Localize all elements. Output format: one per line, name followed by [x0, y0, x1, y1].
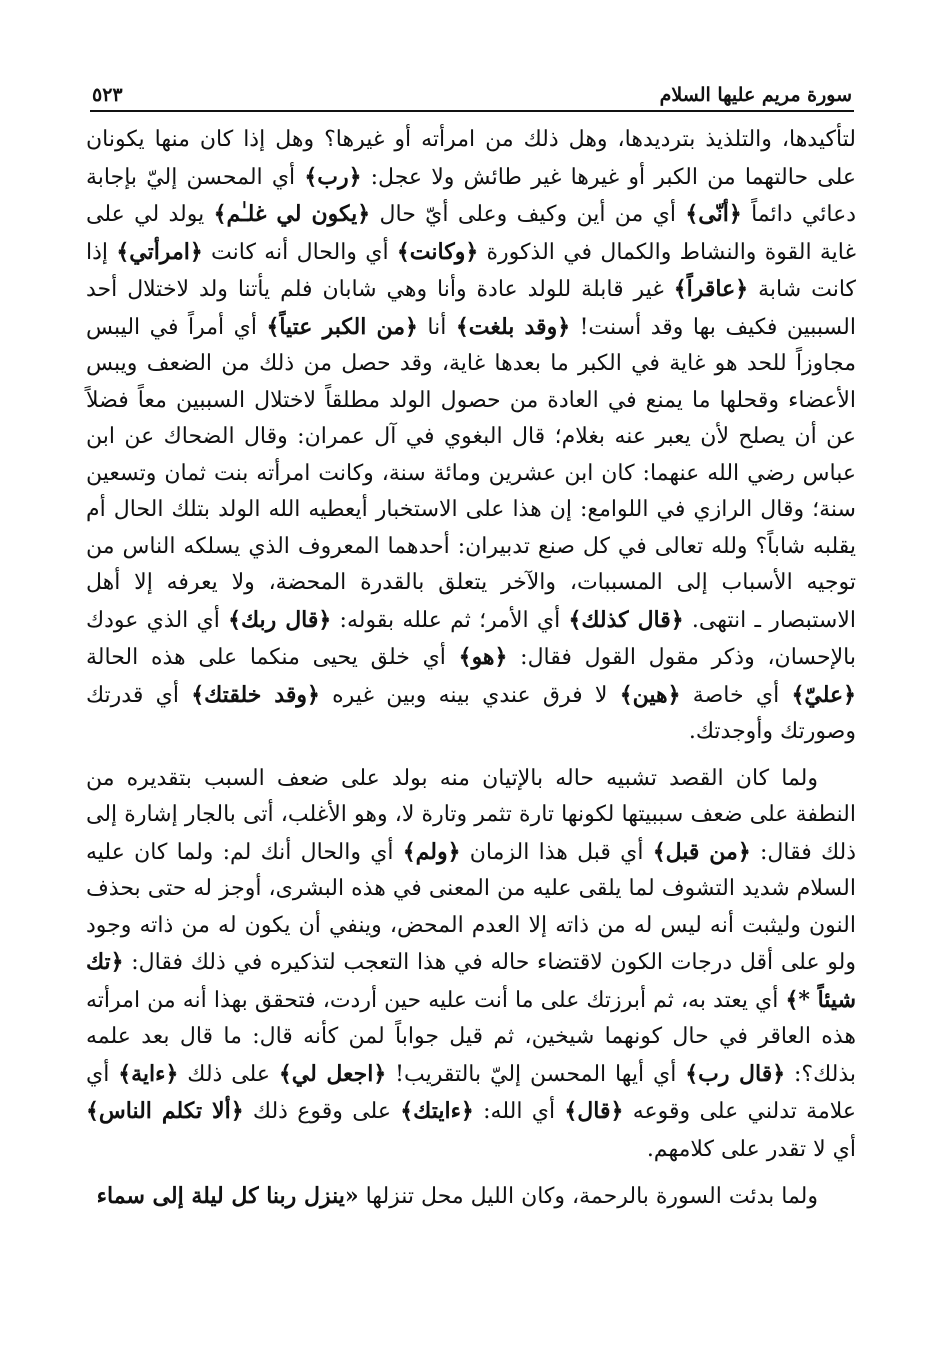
quran-quote: ﴿من الكبر عتياً﴾	[266, 313, 418, 340]
quran-quote: ﴿من قبل﴾	[652, 838, 751, 865]
quran-quote: ﴿قال ربك﴾	[228, 606, 332, 633]
text-segment: ولما بدئت السورة بالرحمة، وكان الليل محل تنزلها	[358, 1184, 818, 1209]
quran-quote: ﴿وقد بلغت﴾	[455, 313, 571, 340]
text-segment: لا فرق عندي بينه وبين غيره	[319, 682, 620, 708]
text-segment: أي الأمر؛ ثم علله بقوله:	[331, 607, 569, 633]
quran-quote: ﴿أنّى﴾	[685, 201, 742, 227]
quran-quote: ﴿هو﴾	[458, 644, 508, 670]
header-divider	[90, 110, 854, 112]
quran-quote: ﴿اجعل لي﴾	[278, 1060, 387, 1087]
quran-quote: ﴿عليّ﴾	[791, 681, 857, 708]
quran-quote: ﴿قال كذلك﴾	[568, 606, 684, 633]
text-segment: أي خاصة	[680, 682, 792, 708]
text-segment: أي أيها المحسن إليّ بالتقريب!	[386, 1061, 686, 1087]
text-segment: أي والحال أنك لم: ولما كان عليه السلام شديد التشوف لما يلقى عليه من المعنى في هذه البشرى، أوجز له حتى بحذف النون وليثبت أنه ليس له من ذاته إلا العدم المحض، وينفي أن يكون له من ذاته وجود ولو على أقل درجات الكون لاقتضاء حاله في هذا التعجب لتذكيره في ذلك فقال:	[86, 839, 856, 975]
quran-quote: ﴿قال رب﴾	[685, 1060, 786, 1087]
text-segment: أي المحسن إليّ بإجابة دعائي دائماً	[86, 164, 856, 227]
text-segment: على ذلك	[178, 1061, 279, 1087]
quran-quote: ﴿عاقراً﴾	[673, 276, 749, 302]
quran-quote: ﴿امرأتي﴾	[116, 238, 203, 265]
text-segment: ولما كان القصد تشبيه حاله بالإتيان منه بولد على ضعف السبب بتقديره من النطفة على ضعف سببيتها لكونها تارة تثمر وتارة لا، وهو الأغلب، أتى بالجار إشارة إلى ذلك فقال:	[86, 765, 856, 865]
quran-quote: ﴿وكانت﴾	[396, 238, 479, 265]
quran-quote: ﴿ءاية﴾	[118, 1060, 179, 1087]
paragraph	[86, 122, 856, 751]
quran-quote: ﴿ءايتك﴾	[400, 1098, 474, 1124]
body-text	[86, 122, 856, 1216]
text-segment: أي الله:	[473, 1099, 565, 1124]
quran-quote: ﴿هين﴾	[619, 681, 681, 708]
running-title: سورة مريم عليها السلام	[659, 84, 852, 106]
text-segment: أي قبل هذا الزمان	[460, 839, 653, 865]
quran-quote: ﴿وقد خلقتك﴾	[191, 681, 320, 708]
text-segment: لتأكيدها، والتلذيذ بترديدها، وهل ذلك من امرأته أو غيرها؟ وهل إذا كان منها يكونان على حالتهما من الكبر أو غيرها غير طائش ولا عجل:	[86, 127, 856, 190]
text-segment: أي علامة تدلني على وقوعه	[86, 1061, 857, 1124]
page-number: ٥٢٣	[92, 84, 123, 106]
quran-quote: ﴿ألا تكلم الناس﴾	[86, 1098, 244, 1124]
quran-quote: ﴿قال﴾	[564, 1098, 624, 1124]
text-segment: يولد لي على غاية القوة والنشاط والكمال في الذكورة	[86, 202, 857, 265]
text-segment: أي الذي عودك بالإحسان، وذكر مقول القول فقال:	[86, 607, 857, 670]
text-segment: غير قابلة للولد عادة وأنا وهي شابان فلم يأتنا ولد لاختلال أحد السببين فكيف بها وقد أسنت!	[86, 277, 856, 340]
quran-quote: ﴿ولم﴾	[402, 838, 461, 865]
text-segment: على وقوع ذلك	[243, 1099, 401, 1124]
quran-quote: ﴿رب﴾	[304, 163, 362, 190]
quran-quote: ﴿تك شيئاً *﴾	[86, 949, 856, 1013]
text-segment: أي والحال أنه كانت	[202, 239, 397, 265]
text-segment: أي قدرتك وصورتك وأوجدتك.	[86, 682, 856, 744]
hadith-quote: «ينزل ربنا كل ليلة إلى سماء	[96, 1183, 359, 1209]
paragraph	[86, 1178, 856, 1216]
text-segment: أي يعتد به، ثم أبرزتك على ما أنت عليه حين أردت، فتحقق بهذا أنه من امرأته هذه العاقر في حال كونهما شيخين، ثم قيل جواباً لمن كأنه قال: ما قال بعد علمه بذلك؟:	[86, 987, 857, 1087]
text-segment: أي أمراً في اليبس مجاوزاً للحد هو غاية في الكبر ما بعدها غاية، وقد حصل من ذلك من الضعف ويبس الأعضاء وقحلها ما يمنع في العادة من حصول الولد مطلقاً لاختلال السببين معاً فضلاً عن أن يصلح لأن يعبر عنه بغلام؛ قال البغوي في آل عمران: وقال الضحاك عن ابن عباس رضي الله عنهما: كان ابن عشرين ومائة سنة، وكانت امرأته بنت ثمان وتسعين سنة؛ وقال الرازي في اللوامع: إن هذا على الاستخبار أيعطيه الله الولد بتلك الحال أم يقلبه شاباً؟ ولله تعالى في كل صنع تدبيران: أحدهما المعروف الذي يسلكه الناس من توجيه الأسباب إلى المسببات، والآخر يتعلق بالقدرة المحضة، ولا يعرفه إلا أهل الاستبصار ـ انتهى.	[86, 314, 856, 633]
text-segment: أي من أين وكيف وعلى أيّ حال	[370, 202, 686, 227]
quran-quote: ﴿يكون لي غلـٰم﴾	[213, 201, 371, 227]
text-segment: أي لا تقدر على كلامهم.	[646, 1136, 856, 1162]
page-header	[92, 72, 852, 106]
paragraph	[86, 761, 856, 1169]
text-segment: إذا كانت شابة	[86, 239, 856, 302]
text-segment: أي خلق يحيى منكما على هذه الحالة	[86, 645, 459, 670]
text-segment: أنا	[417, 314, 456, 340]
